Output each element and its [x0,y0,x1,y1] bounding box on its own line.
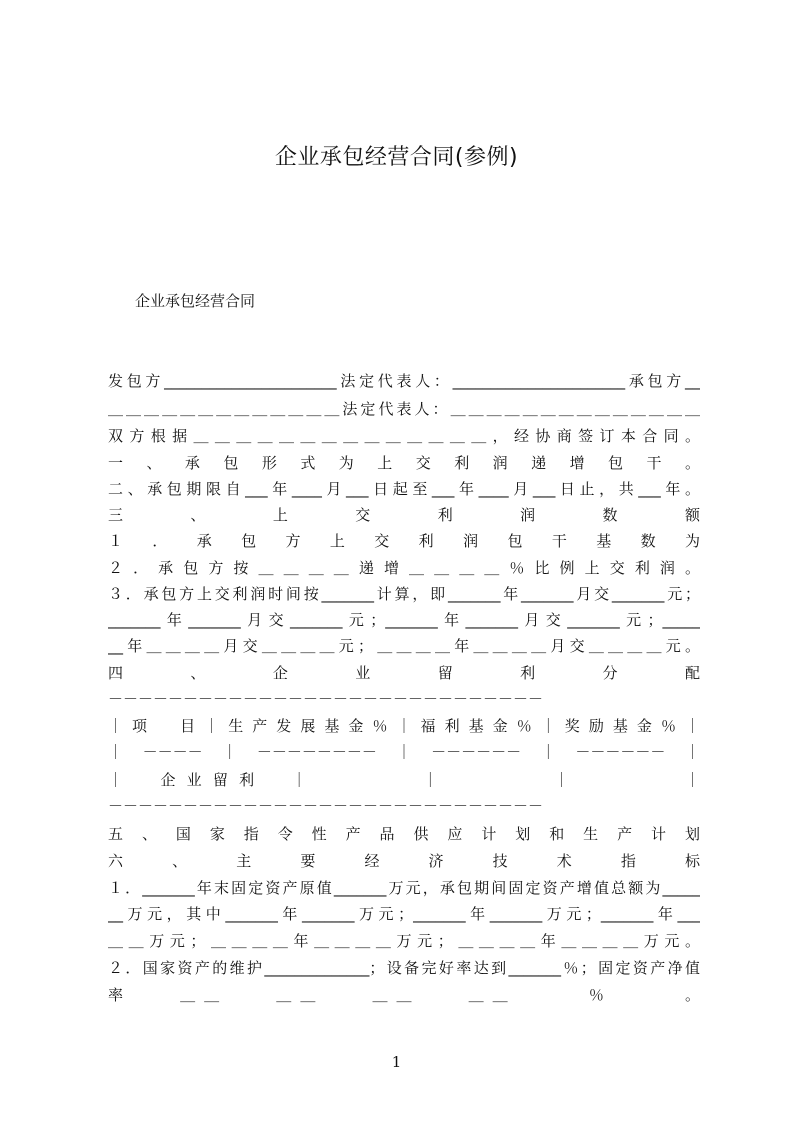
clause-4-heading: 四、企业留利分配 [108,664,700,682]
clause-6-item-1-line-2: __万元，其中_______年_______万元；_______年_______万元；_______年___ [108,905,700,923]
clause-6-item-2-line-2: 率 ＿＿ ＿＿ ＿＿ ＿＿ ％ 。 [108,986,700,1004]
clause-6-heading: 六、主要经济技术指标 [108,852,700,870]
page-number: 1 [391,1053,402,1071]
clause-6-item-1-line-1: １．_______年末固定资产原值_______万元，承包期间固定资产增值总额为_____ [108,879,700,897]
clause-2-term: 二、承包期限自___年____月___日起至___年____月___日止，共___年。 [108,480,700,498]
clause-3-item-2: ２．承包方按＿＿＿＿递增＿＿＿＿％比例上交利润。 [108,559,700,577]
table-header-divider: ｜－－－－｜－－－－－－－－｜－－－－－－｜－－－－－－｜ [108,743,700,761]
clause-3-item-3-line-3: __年＿＿＿＿月交＿＿＿＿元；＿＿＿＿年＿＿＿＿月交＿＿＿＿元。 [108,637,700,655]
clause-6-item-2-line-1: ２．国家资产的维护______________；设备完好率达到_______％；固定资产净值 [108,959,700,977]
clause-3-item-1: １．承包方上交利润包干基数为 [108,532,700,550]
clause-parties-line-1: 发包方_______________________法定代表人：_______________________承包方__ [108,372,700,390]
clause-preamble: 双方根据＿＿＿＿＿＿＿＿＿＿＿＿＿＿，经协商签订本合同。 [108,427,700,445]
clause-3-item-3-line-1: ３．承包方上交利润时间按_______计算，即_______年_______月交_______元； [108,585,700,603]
document-subtitle: 企业承包经营合同 [135,292,256,310]
table-header-row: ｜项 目｜生产发展基金％｜福利基金％｜奖励基金％｜ [108,717,700,735]
clause-5-heading: 五、国家指令性产品供应计划和生产计划 [108,825,700,843]
clause-3-heading: 三、上交利润数额 [108,506,700,524]
table-border-bottom: －－－－－－－－－－－－－－－－－－－－－－－－－－－－－ [108,797,544,815]
clause-3-item-3-line-2: _______年_______月交_______元；_______年_______月交_______元；_____ [108,611,700,629]
document-title: 企业承包经营合同(参例) [274,145,519,170]
clause-6-item-1-line-3: ＿＿万元；＿＿＿＿年＿＿＿＿万元；＿＿＿＿年＿＿＿＿万元。 [108,932,700,950]
table-border-top: －－－－－－－－－－－－－－－－－－－－－－－－－－－－－ [108,690,544,708]
table-row-retained-profit: ｜ 企业留利 ｜ ｜ ｜ ｜ [108,771,700,789]
clause-1-heading: 一、承包形式为上交利润递增包干。 [108,454,700,472]
clause-parties-line-2: ＿＿＿＿＿＿＿＿＿＿＿＿＿法定代表人：＿＿＿＿＿＿＿＿＿＿＿＿＿＿ [108,400,700,418]
